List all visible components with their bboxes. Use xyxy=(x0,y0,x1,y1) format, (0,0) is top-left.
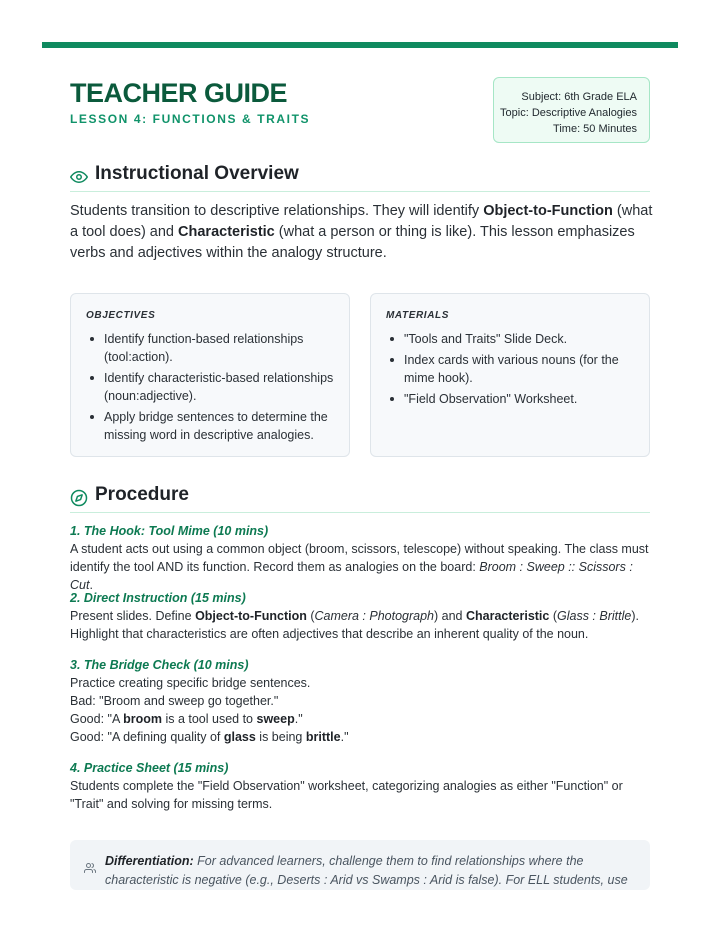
meta-subject: Subject: 6th Grade ELA xyxy=(521,91,637,103)
step-4-title: 4. Practice Sheet (15 mins) xyxy=(70,761,229,775)
top-accent-bar xyxy=(42,42,678,48)
meta-topic: Topic: Descriptive Analogies xyxy=(500,107,637,119)
objectives-card xyxy=(70,293,350,457)
lesson-meta-box xyxy=(493,77,650,143)
step-4-text: Students complete the "Field Observation" worksheet, categorizing analogies as either "Function" or "Trait" and solving for missing terms. xyxy=(70,779,623,811)
procedure-step-2 xyxy=(70,589,655,643)
page-title: TEACHER GUIDE xyxy=(70,78,288,108)
term-object-to-function: Object-to-Function xyxy=(483,203,613,219)
step-2-text: Present slides. Define Object-to-Function (Camera : Photograph) and Characteristic (Glass : Brittle). Highlight that characteristics are often adjectives that describe an inherent quality of the noun. xyxy=(70,609,639,641)
objectives-list xyxy=(86,330,335,444)
materials-list xyxy=(386,330,635,408)
overview-heading-label: Instructional Overview xyxy=(95,163,299,184)
procedure-step-4 xyxy=(70,759,655,813)
step-3-line-3: Good: "A broom is a tool used to sweep." xyxy=(70,712,303,726)
step-1-title: 1. The Hook: Tool Mime (10 mins) xyxy=(70,524,269,538)
procedure-step-1 xyxy=(70,522,655,594)
eye-icon xyxy=(70,168,88,186)
term-characteristic: Characteristic xyxy=(178,224,275,240)
step-3-line-4: Good: "A defining quality of glass is being brittle." xyxy=(70,730,349,744)
differentiation-box xyxy=(70,840,650,890)
list-item: "Tools and Traits" Slide Deck. xyxy=(386,330,635,348)
list-item: Identify function-based relationships (tool:action). xyxy=(86,330,335,366)
step-1-example: Broom : Sweep :: Scissors : Cut xyxy=(70,560,633,592)
step-3-line-2: Bad: "Broom and sweep go together." xyxy=(70,694,279,708)
list-item: Identify characteristic-based relationships (noun:adjective). xyxy=(86,369,335,405)
procedure-heading-label: Procedure xyxy=(95,484,189,505)
step-2-title: 2. Direct Instruction (15 mins) xyxy=(70,591,246,605)
materials-card xyxy=(370,293,650,457)
differentiation-text: Differentiation: For advanced learners, challenge them to find relationships where the characteristic is negative (e.g., Deserts : Arid vs Swamps : Arid is false). For ELL students, use xyxy=(105,854,628,887)
objectives-heading: OBJECTIVES xyxy=(86,310,156,321)
meta-time: Time: 50 Minutes xyxy=(553,123,637,135)
users-icon xyxy=(84,862,96,874)
step-1-text: A student acts out using a common object (broom, scissors, telescope) without speaking. The class must identify the tool AND its function. Record them as analogies on the board: Broom : Sweep :: Scissors : Cut. xyxy=(70,542,649,592)
materials-heading: MATERIALS xyxy=(386,310,449,321)
compass-icon xyxy=(70,489,88,507)
procedure-heading xyxy=(70,483,650,513)
lesson-subtitle: LESSON 4: FUNCTIONS & TRAITS xyxy=(70,112,311,126)
list-item: Apply bridge sentences to determine the missing word in descriptive analogies. xyxy=(86,408,335,444)
procedure-step-3 xyxy=(70,656,655,746)
overview-paragraph: Students transition to descriptive relationships. They will identify Object-to-Function (what a tool does) and Characteristic (what a person or thing is like). This lesson emphasizes verbs and adjectives within the analogy structure. xyxy=(70,203,653,261)
list-item: "Field Observation" Worksheet. xyxy=(386,390,635,408)
list-item: Index cards with various nouns (for the mime hook). xyxy=(386,351,635,387)
differentiation-label: Differentiation: xyxy=(105,854,194,868)
overview-heading xyxy=(70,162,650,192)
step-3-line-1: Practice creating specific bridge sentences. xyxy=(70,676,311,690)
step-3-title: 3. The Bridge Check (10 mins) xyxy=(70,658,249,672)
